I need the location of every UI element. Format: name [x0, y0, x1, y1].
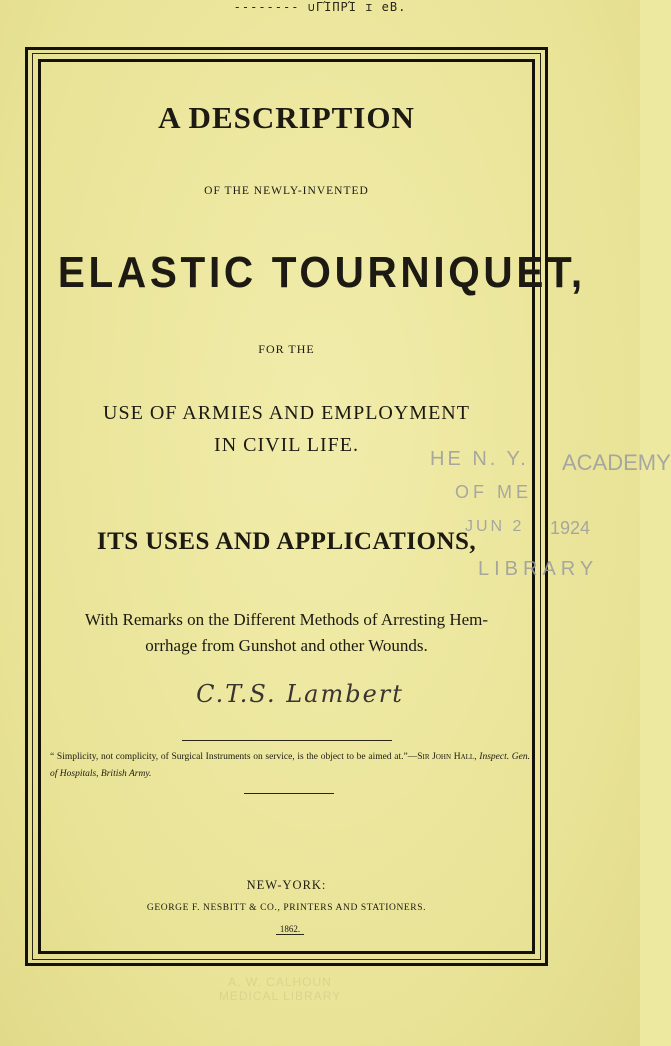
stamp-line-3: JUN 2	[465, 518, 525, 535]
title-main: ELASTIC TOURNIQUET,	[57, 248, 586, 297]
title-line-5: USE OF ARMIES AND EMPLOYMENT	[103, 402, 470, 424]
quote-source: Inspect. Gen. of Hospitals, British Army.	[50, 752, 531, 779]
stamp-line-2: OF ME	[455, 482, 532, 502]
stamp-line-3b: 1924	[550, 518, 591, 538]
subtitle-line-2: orrhage from Gunshot and other Wounds.	[145, 636, 428, 655]
epigraph-quote	[50, 749, 530, 783]
library-stamp	[400, 430, 671, 610]
subtitle-line-1: With Remarks on the Different Methods of Arresting Hem-	[84, 610, 489, 629]
title-line-2: OF THE NEWLY-INVENTED	[204, 185, 369, 197]
title-line-1: A DESCRIPTION	[158, 100, 415, 135]
stamp-line-4: LIBRARY	[478, 558, 599, 580]
stamp-line-1: HE N. Y.	[430, 448, 529, 470]
divider-rule-short	[244, 793, 334, 794]
imprint-year: 1862.	[276, 924, 304, 935]
stamp-line-1b: ACADEMY	[562, 450, 671, 475]
imprint-city: NEW-YORK:	[246, 878, 327, 892]
handwritten-signature: C.T.S. Lambert	[196, 680, 404, 708]
quote-author: Sir John Hall,	[417, 752, 477, 762]
faded-library-stamp: A. W. CALHOUN MEDICAL LIBRARY	[218, 975, 342, 1003]
title-line-7: ITS USES AND APPLICATIONS,	[96, 528, 477, 555]
divider-rule	[182, 740, 392, 741]
imprint-printer: GEORGE F. NESBITT & CO., PRINTERS AND STATIONERS.	[146, 903, 427, 913]
header-mark: -------- ∪ΓΊΠΡΊ ɪ eB.	[233, 0, 407, 14]
title-line-6: IN CIVIL LIFE.	[214, 434, 359, 456]
quote-text: “ Simplicity, not complicity, of Surgical Instruments on service, is the object to be aimed at.”—	[50, 752, 418, 762]
title-line-4: FOR THE	[258, 342, 315, 356]
